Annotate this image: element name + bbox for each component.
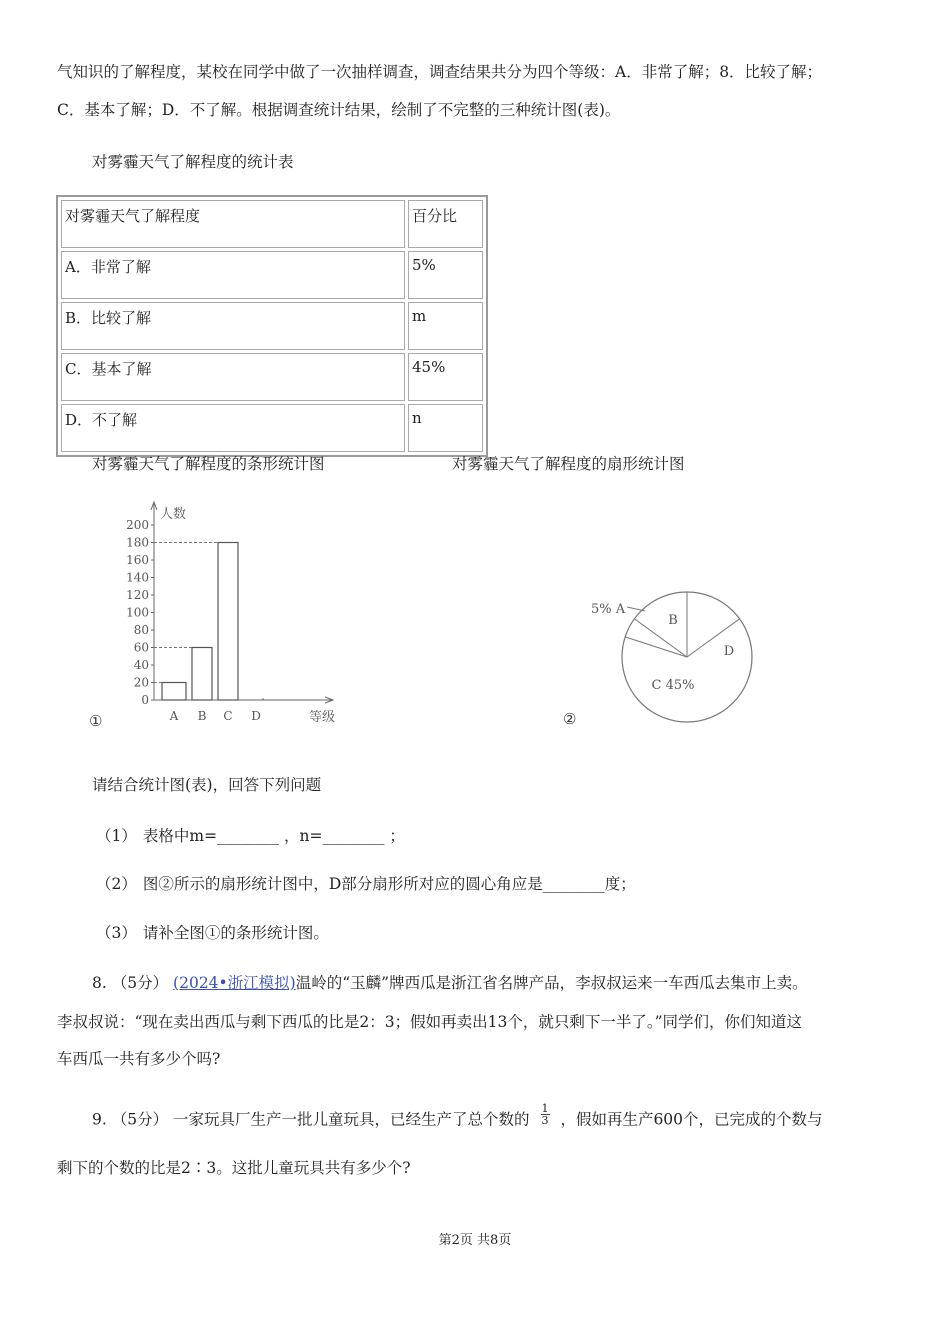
table-cell: D．不了解 [61, 404, 405, 452]
table-cell: 45% [408, 353, 483, 401]
question-text: 表格中m=________ ，n=________ ； [142, 827, 405, 845]
table-cell: m [408, 302, 483, 350]
table-row [61, 251, 483, 299]
pie-slice-border [634, 619, 687, 657]
table-cell: C．基本了解 [61, 353, 405, 401]
table-cell: B．比较了解 [61, 302, 405, 350]
question-text: 图②所示的扇形统计图中，D部分扇形所对应的圆心角应是________度； [142, 875, 636, 893]
q9-number: 9. [92, 1110, 107, 1129]
page-footer: 第2页 共8页 [438, 1233, 512, 1248]
figure-marker: ① [89, 712, 103, 730]
q9-line-2: 剩下的个数的比是2∶3。这批儿童玩具共有多少个? [57, 1159, 411, 1177]
y-axis-label: 人数 [160, 507, 187, 522]
axis-dot [262, 698, 264, 700]
figure-marker: ② [563, 710, 577, 728]
table-header-percent: 百分比 [408, 200, 483, 248]
x-tick-label: A [169, 709, 179, 723]
fraction-numerator: 1 [541, 1102, 549, 1115]
y-tick-label: 80 [133, 623, 149, 637]
q8-score: （5分） [111, 974, 169, 992]
q8-line-2: 李叔叔说：“现在卖出西瓜与剩下西瓜的比是2：3；假如再卖出13个，就只剩下一半了。”同学们，你们知道这 [57, 1013, 803, 1031]
table-cell: 5% [408, 251, 483, 299]
pie-slice-label: C 45% [651, 678, 695, 693]
q8-line-1 [92, 973, 808, 993]
pie-slice-label: D [723, 644, 735, 659]
q9-line-1 [92, 1102, 823, 1132]
intro-line-1: 气知识的了解程度，某校在同学中做了一次抽样调查，调查结果共分为四个等级：A．非常了解；8．比较了解； [57, 63, 823, 81]
pie-chart [555, 585, 755, 730]
question-number: （2） [96, 875, 137, 893]
y-tick-label: 140 [126, 570, 149, 585]
y-tick-label: 100 [126, 605, 149, 620]
y-tick-label: 0 [141, 693, 149, 707]
question-text: 请补全图①的条形统计图。 [142, 924, 329, 942]
question-3 [96, 923, 329, 943]
q8-text-1: 温岭的“玉麟”牌西瓜是浙江省名牌产品，李叔叔运来一车西瓜去集市上卖。 [295, 974, 808, 992]
table-row [61, 404, 483, 452]
q9-score: （5分） [111, 1110, 169, 1129]
table-header-level: 对雾霾天气了解程度 [61, 200, 405, 248]
bar-chart [85, 498, 355, 730]
y-tick-label: 60 [133, 640, 149, 655]
question-1 [96, 826, 405, 846]
q8-source-link[interactable]: (2024•浙江模拟) [173, 974, 296, 992]
x-tick-label: B [197, 709, 207, 723]
y-tick-label: 160 [126, 553, 149, 567]
q9-text-1b: ，假如再生产600个，已完成的个数与 [560, 1110, 823, 1129]
question-2 [96, 874, 636, 894]
pie-slice-label: 5% A [591, 602, 626, 617]
x-tick-label: C [223, 709, 233, 723]
table-title: 对雾霾天气了解程度的统计表 [92, 153, 294, 171]
x-tick-label: D [251, 709, 261, 723]
q8-line-3: 车西瓜一共有多少个吗? [57, 1050, 221, 1068]
pie-chart-caption: 对雾霾天气了解程度的扇形统计图 [452, 455, 685, 473]
bar-chart-caption: 对雾霾天气了解程度的条形统计图 [92, 455, 325, 473]
y-tick-label: 120 [126, 588, 149, 602]
x-axis-label: 等级 [309, 710, 336, 725]
table-cell: A．非常了解 [61, 251, 405, 299]
stat-table [56, 195, 488, 457]
question-number: （3） [96, 924, 137, 942]
table-cell: n [408, 404, 483, 452]
pie-slice-label: B [668, 613, 678, 628]
fraction-denominator: 3 [541, 1114, 549, 1127]
y-tick-label: 40 [133, 658, 149, 672]
q8-number: 8. [92, 974, 107, 992]
table-row [61, 353, 483, 401]
y-tick-label: 20 [133, 675, 149, 690]
intro-line-2: C．基本了解；D．不了解。根据调查统计结果，绘制了不完整的三种统计图(表)。 [57, 101, 621, 119]
y-tick-label: 180 [126, 535, 149, 550]
table-row [61, 302, 483, 350]
pie-slice-border [625, 637, 687, 657]
fraction [541, 1103, 550, 1126]
question-number: （1） [96, 827, 137, 845]
table-header-row [61, 200, 483, 248]
prompt-text: 请结合统计图(表)，回答下列问题 [92, 776, 322, 794]
bar [192, 648, 212, 701]
bar [218, 543, 238, 701]
y-tick-label: 200 [126, 518, 149, 532]
bar [162, 683, 186, 701]
q9-text-1a: 一家玩具厂生产一批儿童玩具，已经生产了总个数的 [173, 1110, 530, 1129]
